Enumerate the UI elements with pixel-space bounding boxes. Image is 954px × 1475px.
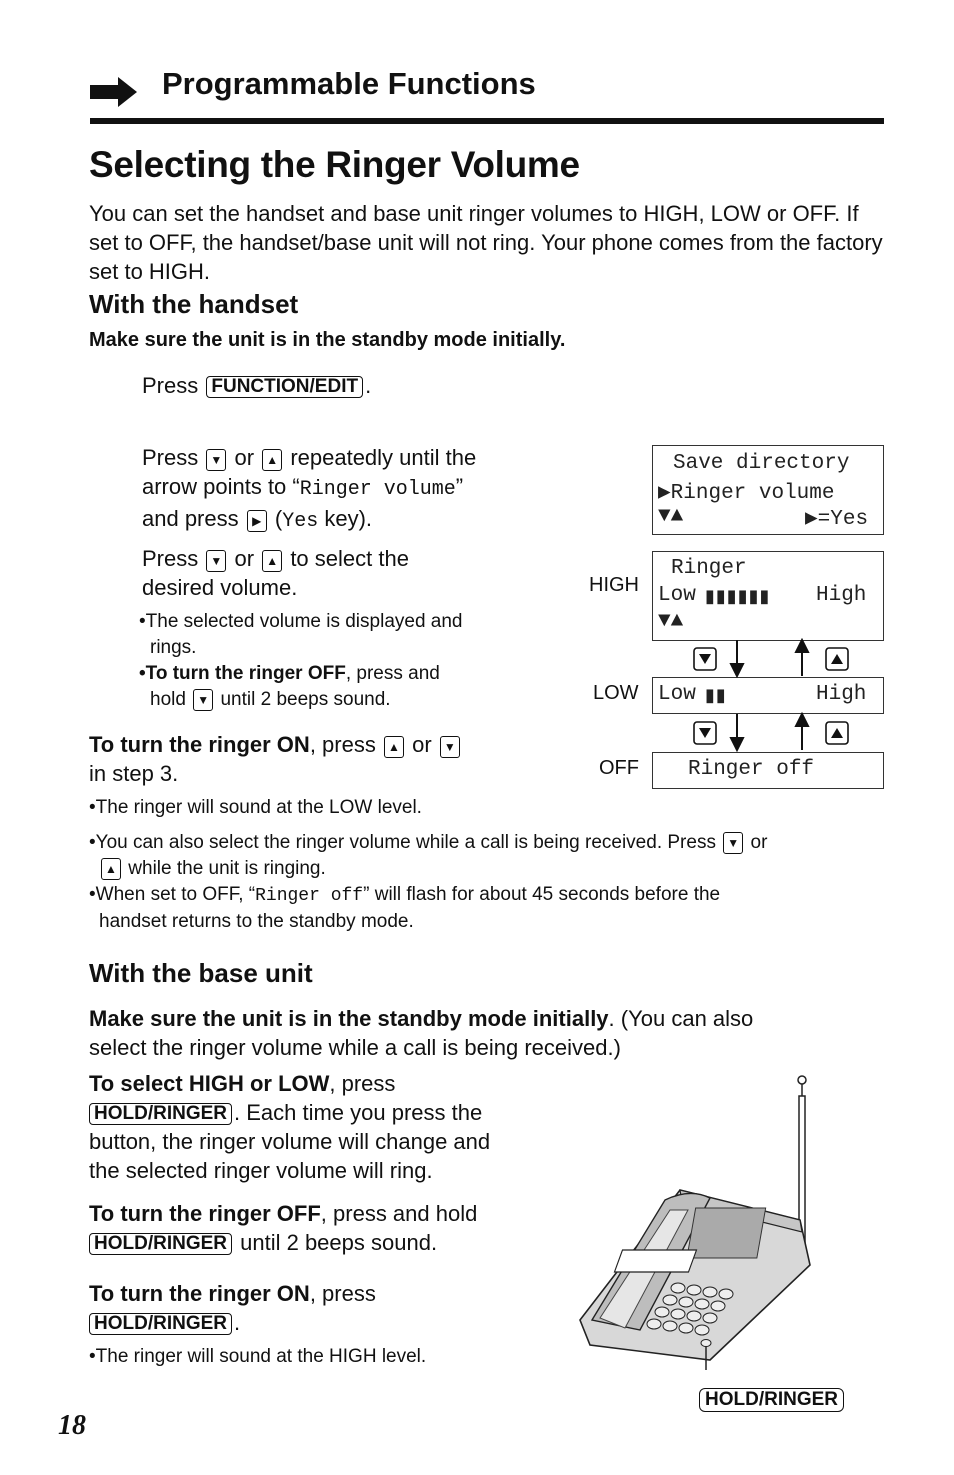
- ringer-on-handset: To turn the ringer ON, press ▲ or ▼ in step 3.: [89, 730, 529, 788]
- high-level-bullet: •The ringer will sound at the HIGH level.: [89, 1346, 427, 1367]
- function-edit-key: FUNCTION/EDIT: [206, 376, 363, 398]
- lcd-off-display: Ringer off: [652, 752, 884, 789]
- base-select: To select HIGH or LOW, press HOLD/RINGER . Each time you press the button, the ringer volume will change and the selected ringer volume will ring.: [89, 1071, 491, 1183]
- lcd-menu-display: Save directory ▶Ringer volume ▼▲ ▶=Yes: [652, 445, 884, 535]
- lcd-high-display: Ringer Low ▮▮▮▮▮▮ High ▼▲: [652, 551, 884, 641]
- off-label: OFF: [599, 757, 639, 779]
- intro-text: You can set the handset and base unit ringer volumes to HIGH, LOW or OFF. If set to OFF, the handset/base unit will not ring. Your phone comes from the factory set to HIGH.: [89, 201, 883, 284]
- base-unit-illustration: [570, 1070, 830, 1370]
- right-key-icon: ▶: [247, 510, 267, 532]
- right-icon: ▶: [805, 508, 818, 531]
- updown-icon: ▼▲: [658, 505, 684, 528]
- handset-notes: •You can also select the ringer volume while a call is being received. Press ▼ or ▲ while the unit is ringing. •When set to OFF, “Ringer off” will flash for about 45 seconds before the handset returns to the standby mode.: [89, 832, 768, 932]
- hold-ringer-key: HOLD/RINGER: [89, 1233, 232, 1255]
- high-label: HIGH: [589, 574, 639, 596]
- hold-ringer-callout: HOLD/RINGER: [699, 1388, 844, 1412]
- low-label: LOW: [593, 682, 639, 704]
- section-arrow-icon: [90, 76, 138, 108]
- handset-standby-note: Make sure the unit is in the standby mode initially.: [89, 329, 566, 351]
- down-key-icon: ▼: [440, 736, 460, 758]
- hold-ringer-key: HOLD/RINGER: [89, 1313, 232, 1335]
- page-title: Selecting the Ringer Volume: [89, 144, 580, 185]
- section-title: Programmable Functions: [162, 66, 536, 101]
- up-key-icon: ▲: [262, 550, 282, 572]
- down-key-icon: ▼: [193, 689, 213, 711]
- hold-ringer-key: HOLD/RINGER: [89, 1103, 232, 1125]
- base-off: To turn the ringer OFF, press and hold HOLD/RINGER until 2 beeps sound.: [89, 1201, 478, 1255]
- base-on: To turn the ringer ON, press HOLD/RINGER .: [89, 1281, 376, 1335]
- handset-heading: With the handset: [89, 289, 299, 319]
- up-key-icon: ▲: [384, 736, 404, 758]
- lcd-low-display: Low ▮▮ High: [652, 677, 884, 714]
- down-key-icon: ▼: [206, 550, 226, 572]
- volume-bars-icon: ▮▮: [705, 685, 727, 706]
- base-heading: With the base unit: [89, 958, 313, 988]
- step2: Press ▼ or ▲ repeatedly until the arrow points to “Ringer volume” and press ▶ (Yes key).: [142, 445, 477, 533]
- down-key-icon: ▼: [723, 832, 743, 854]
- up-key-icon: ▲: [101, 858, 121, 880]
- up-key-icon: ▲: [262, 449, 282, 471]
- step3-bullets: •The selected volume is displayed and rings. •To turn the ringer OFF, press and hold ▼ until 2 beeps sound.: [139, 611, 463, 710]
- step1: Press FUNCTION/EDIT .: [142, 373, 372, 398]
- down-key-icon: ▼: [206, 449, 226, 471]
- updown-icon: ▼▲: [658, 610, 684, 633]
- page-number: 18: [58, 1410, 86, 1441]
- diagram-arrows: [680, 638, 860, 754]
- step3: Press ▼ or ▲ to select the desired volume.: [142, 546, 409, 600]
- header-rule: [90, 118, 884, 124]
- low-level-bullet: •The ringer will sound at the LOW level.: [89, 797, 422, 818]
- pointer-icon: ▶: [658, 482, 671, 505]
- volume-bars-icon: ▮▮▮▮▮▮: [705, 586, 771, 607]
- base-standby-note: Make sure the unit is in the standby mode initially. (You can also select the ringer volume while a call is being received.): [89, 1006, 754, 1060]
